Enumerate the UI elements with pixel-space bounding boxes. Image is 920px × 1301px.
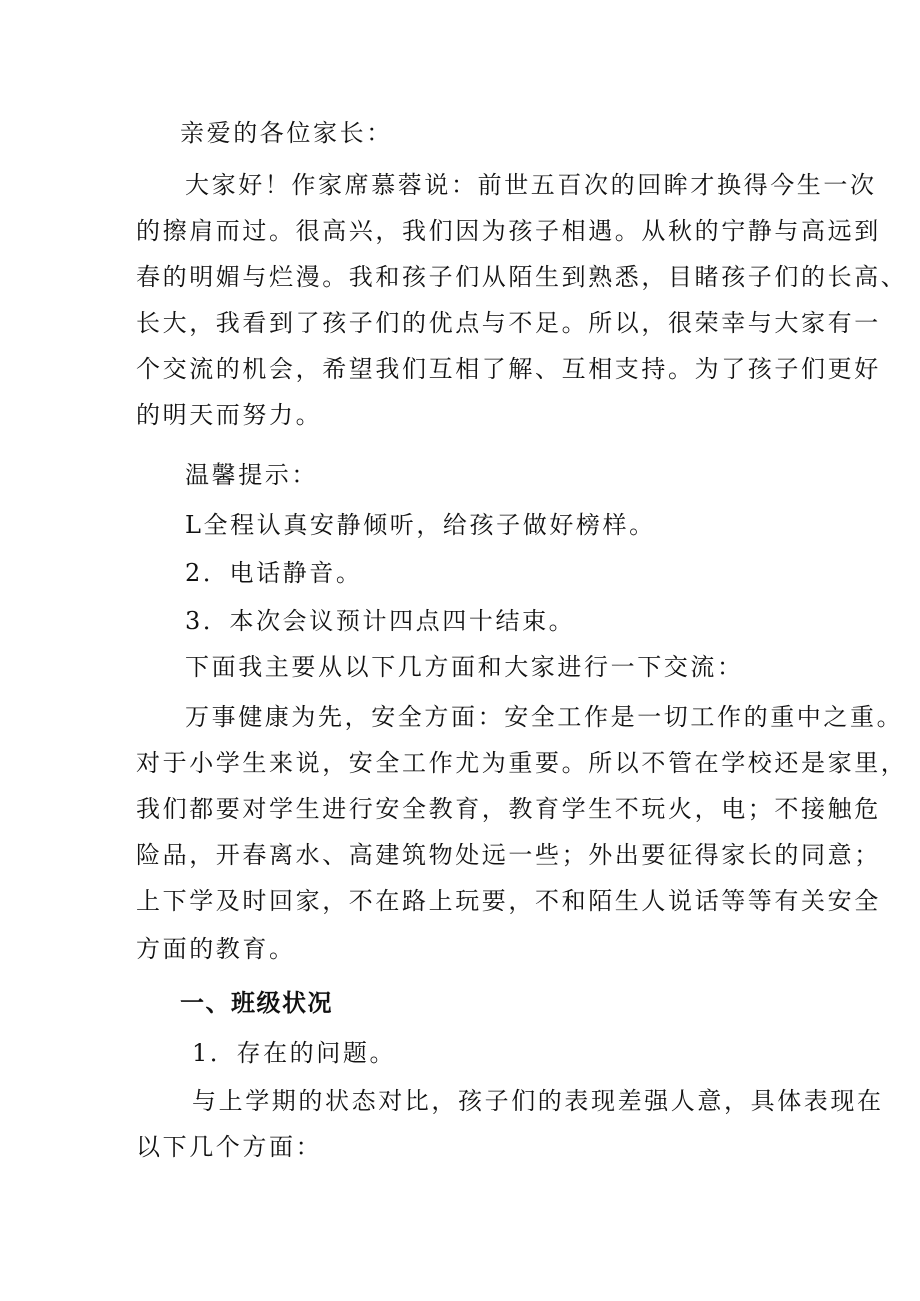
safety-line: 对于小学生来说，安全工作尤为重要。所以不管在学校还是家里， xyxy=(136,749,908,777)
reminder-item: 2．电话静音。 xyxy=(185,559,363,587)
subsection-heading: 1．存在的问题。 xyxy=(192,1039,397,1067)
reminder-item: L全程认真安静倾听，给孩子做好榜样。 xyxy=(185,511,656,539)
transition-text: 下面我主要从以下几方面和大家进行一下交流： xyxy=(185,653,744,681)
safety-line: 万事健康为先，安全方面：安全工作是一切工作的重中之重。 xyxy=(185,703,904,731)
greeting: 亲爱的各位家长： xyxy=(180,119,393,147)
section-heading: 一、班级状况 xyxy=(180,989,333,1017)
safety-line: 我们都要对学生进行安全教育，教育学生不玩火，电；不接触危 xyxy=(136,795,881,823)
intro-line: 的擦肩而过。很高兴，我们因为孩子相遇。从秋的宁静与高远到 xyxy=(136,217,881,245)
safety-line: 险品，开春离水、高建筑物处远一些；外出要征得家长的同意； xyxy=(136,841,881,869)
intro-line: 长大，我看到了孩子们的优点与不足。所以，很荣幸与大家有一 xyxy=(136,309,881,337)
intro-line: 大家好！作家席慕蓉说：前世五百次的回眸才换得今生一次 xyxy=(185,171,877,199)
reminder-item: 3．本次会议预计四点四十结束。 xyxy=(185,607,576,635)
problems-line: 以下几个方面： xyxy=(136,1133,323,1161)
problems-line: 与上学期的状态对比，孩子们的表现差强人意，具体表现在 xyxy=(192,1087,884,1115)
safety-line: 上下学及时回家，不在路上玩要，不和陌生人说话等等有关安全 xyxy=(136,887,881,915)
reminder-title: 温馨提示： xyxy=(185,461,318,489)
intro-line: 的明天而努力。 xyxy=(136,401,323,429)
intro-line: 个交流的机会，希望我们互相了解、互相支持。为了孩子们更好 xyxy=(136,355,881,383)
intro-line: 春的明媚与烂漫。我和孩子们从陌生到熟悉，目睹孩子们的长高、 xyxy=(136,263,908,291)
safety-line: 方面的教育。 xyxy=(136,935,296,963)
